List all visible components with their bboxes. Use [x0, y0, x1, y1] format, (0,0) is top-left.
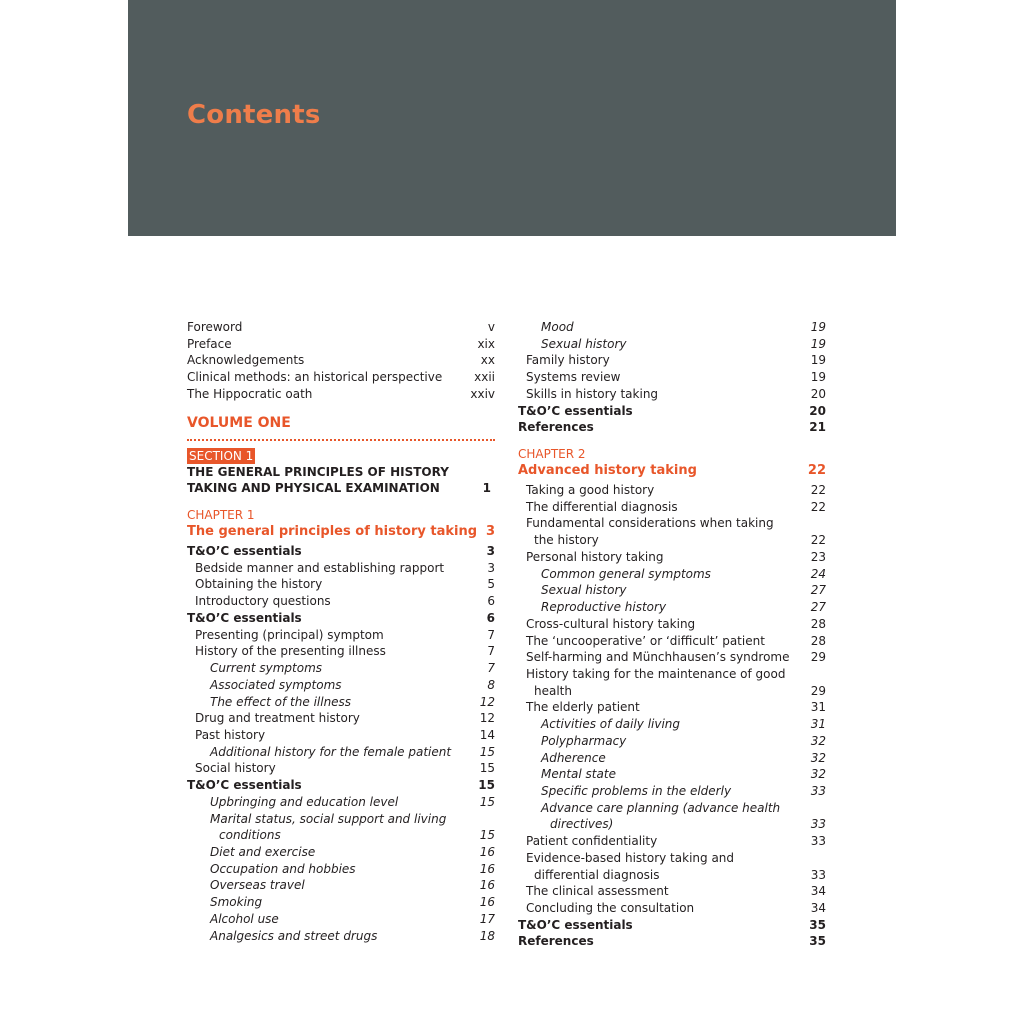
entry-title: Cross-cultural history taking: [526, 616, 696, 631]
dotted-divider: [187, 439, 495, 441]
entry-page: xxiv: [470, 386, 495, 401]
entry-page: 12: [479, 694, 495, 709]
entry-page: 19: [810, 336, 826, 351]
toc-entry[interactable]: [518, 883, 826, 900]
toc-entry[interactable]: [518, 616, 826, 633]
toc-entry[interactable]: [518, 917, 826, 934]
entry-title: Obtaining the history: [195, 577, 323, 592]
entry-title: The elderly patient: [526, 700, 640, 715]
entry-page: 7: [487, 661, 495, 676]
toc-entry[interactable]: [518, 515, 826, 532]
entry-page: 19: [810, 370, 826, 385]
entry-page: 22: [810, 499, 826, 514]
toc-entry[interactable]: [187, 710, 495, 727]
entry-page: 8: [487, 677, 495, 692]
toc-entry[interactable]: [187, 877, 495, 894]
entry-title: Diet and exercise: [210, 844, 316, 859]
entry-page: 33: [810, 817, 826, 832]
entry-title: Marital status, social support and living: [210, 811, 447, 826]
entry-page: xxii: [474, 370, 495, 385]
entry-title: Polypharmacy: [541, 733, 627, 748]
toc-entry[interactable]: [518, 386, 826, 403]
toc-entry[interactable]: [187, 777, 495, 794]
toc-entry[interactable]: [518, 549, 826, 566]
entry-title: conditions: [219, 828, 281, 843]
entry-title: Introductory questions: [195, 594, 331, 609]
toc-entry[interactable]: [518, 683, 826, 700]
entry-page: 20: [810, 386, 826, 401]
entry-page: 27: [810, 583, 826, 598]
entry-title: Skills in history taking: [526, 386, 659, 401]
toc-column-right: [518, 319, 826, 950]
entry-title: differential diagnosis: [534, 867, 660, 882]
entry-title: The differential diagnosis: [526, 499, 678, 514]
toc-entry[interactable]: [187, 677, 495, 694]
entry-title: Specific problems in the elderly: [541, 783, 732, 798]
toc-entry[interactable]: [518, 750, 826, 767]
toc-entry[interactable]: [187, 336, 495, 353]
entry-title: References: [518, 934, 594, 949]
toc-entry[interactable]: [518, 599, 826, 616]
entry-page: v: [487, 320, 495, 334]
entry-page: 27: [810, 600, 826, 615]
entry-title: Presenting (principal) symptom: [195, 627, 384, 642]
entry-page: 28: [810, 633, 826, 648]
toc-entry[interactable]: [187, 593, 495, 610]
entry-title: directives): [550, 817, 614, 832]
entry-page: 33: [810, 834, 826, 849]
toc-entry[interactable]: [518, 800, 826, 817]
entry-title: Overseas travel: [210, 878, 305, 893]
entry-title: Sexual history: [541, 583, 627, 598]
entry-page: 16: [479, 861, 495, 876]
toc-entry[interactable]: [187, 894, 495, 911]
toc-entry[interactable]: [187, 660, 495, 677]
toc-entry[interactable]: [187, 928, 495, 945]
chapter-title[interactable]: [187, 523, 495, 541]
entry-title: Smoking: [210, 895, 263, 910]
toc-entry[interactable]: [518, 482, 826, 499]
entry-page: 34: [810, 884, 826, 899]
entry-title: Family history: [526, 353, 610, 368]
toc-entry[interactable]: [187, 627, 495, 644]
section-title-line: THE GENERAL PRINCIPLES OF HISTORY: [187, 464, 449, 479]
toc-entry[interactable]: [187, 827, 495, 844]
entry-title: T&O’C essentials: [187, 610, 302, 625]
entry-title: Patient confidentiality: [526, 834, 658, 849]
entry-title: Activities of daily living: [541, 717, 681, 732]
section-title-line: TAKING AND PHYSICAL EXAMINATION: [187, 481, 440, 496]
entry-page: xx: [480, 353, 495, 368]
entry-title: Past history: [195, 727, 266, 742]
entry-page: 29: [810, 650, 826, 665]
entry-page: xix: [477, 336, 495, 351]
toc-entry[interactable]: [518, 633, 826, 650]
entry-page: 15: [479, 794, 495, 809]
entry-page: 3: [487, 560, 495, 575]
toc-entry[interactable]: [187, 576, 495, 593]
toc-entry[interactable]: [187, 911, 495, 928]
toc-entry[interactable]: [518, 319, 826, 336]
entry-page: 15: [479, 828, 495, 843]
toc-entry[interactable]: [518, 716, 826, 733]
entry-title: Concluding the consultation: [526, 901, 695, 915]
entry-page: 33: [810, 783, 826, 798]
toc-entry[interactable]: [187, 727, 495, 744]
entry-page: 17: [479, 911, 495, 926]
entry-title: T&O’C essentials: [187, 544, 302, 559]
toc-entry[interactable]: [518, 566, 826, 583]
entry-page: 32: [810, 750, 826, 765]
entry-page: 7: [487, 644, 495, 659]
page-title: Contents: [187, 100, 321, 130]
entry-page: 32: [810, 733, 826, 748]
entry-title: Personal history taking: [526, 549, 664, 564]
toc-entry[interactable]: [518, 369, 826, 386]
entry-title: Upbringing and education level: [210, 794, 399, 809]
entry-title: Adherence: [541, 750, 606, 765]
entry-title: Common general symptoms: [541, 566, 711, 581]
entry-page: 14: [479, 727, 495, 742]
toc-entry[interactable]: [187, 560, 495, 577]
toc-entry[interactable]: [518, 733, 826, 750]
section-page: 1: [482, 481, 491, 496]
toc-entry[interactable]: [187, 811, 495, 828]
entry-title: Alcohol use: [210, 911, 279, 926]
toc-entry[interactable]: [187, 694, 495, 711]
entry-page: 3: [486, 544, 495, 559]
entry-title: Associated symptoms: [210, 677, 342, 692]
entry-page: 6: [486, 610, 495, 625]
entry-page: 28: [810, 616, 826, 631]
entry-page: 15: [479, 744, 495, 759]
toc-entry[interactable]: [518, 900, 826, 917]
entry-title: T&O’C essentials: [518, 403, 633, 418]
toc-entry[interactable]: [518, 850, 826, 867]
entry-title: Mood: [541, 320, 574, 334]
entry-page: 16: [479, 878, 495, 893]
entry-page: 15: [478, 778, 495, 793]
entry-title: Occupation and hobbies: [210, 861, 356, 876]
entry-title: History taking for the maintenance of good: [526, 666, 786, 681]
entry-title: Preface: [187, 336, 232, 351]
entry-page: 21: [809, 420, 826, 435]
entry-title: History of the presenting illness: [195, 644, 386, 659]
entry-title: The clinical assessment: [526, 884, 669, 899]
entry-page: 35: [809, 934, 826, 949]
toc-entry[interactable]: [518, 336, 826, 353]
entry-title: The ‘uncooperative’ or ‘difficult’ patient: [526, 633, 765, 648]
entry-page: 32: [810, 767, 826, 782]
chapter-label: CHAPTER 2: [518, 447, 586, 462]
entry-title: Systems review: [526, 370, 621, 385]
entry-title: The Hippocratic oath: [187, 386, 313, 401]
toc-entry[interactable]: [187, 760, 495, 777]
chapter-label: CHAPTER 1: [187, 508, 255, 523]
chapter-page: 3: [485, 524, 495, 540]
entry-title: T&O’C essentials: [187, 778, 302, 793]
entry-title: Sexual history: [541, 336, 627, 351]
header-band: [128, 0, 896, 236]
entry-title: Mental state: [541, 767, 616, 782]
section-label: SECTION 1: [189, 448, 254, 463]
entry-page: 19: [810, 353, 826, 368]
toc-entry[interactable]: [518, 582, 826, 599]
entry-title: Analgesics and street drugs: [210, 928, 378, 943]
toc-entry[interactable]: [518, 403, 826, 420]
toc-entry[interactable]: [187, 744, 495, 761]
entry-title: Bedside manner and establishing rapport: [195, 560, 445, 575]
toc-entry[interactable]: [518, 666, 826, 683]
entry-page: 18: [479, 928, 495, 943]
entry-page: 22: [810, 533, 826, 548]
toc-entry[interactable]: [518, 532, 826, 549]
toc-entry[interactable]: [187, 352, 495, 369]
toc-entry[interactable]: [518, 649, 826, 666]
toc-entry[interactable]: [187, 861, 495, 878]
toc-entry[interactable]: [187, 543, 495, 560]
toc-entry[interactable]: [518, 766, 826, 783]
entry-title: Foreword: [187, 320, 243, 334]
entry-title: Clinical methods: an historical perspective: [187, 370, 443, 385]
toc-column-left: [187, 319, 495, 944]
entry-title: the history: [534, 533, 599, 548]
entry-page: 34: [810, 901, 826, 915]
entry-title: Reproductive history: [541, 600, 667, 615]
entry-page: 7: [487, 627, 495, 642]
entry-title: Social history: [195, 761, 276, 776]
entry-page: 16: [479, 844, 495, 859]
toc-entry[interactable]: [518, 499, 826, 516]
entry-title: Additional history for the female patient: [210, 744, 452, 759]
entry-page: 22: [810, 483, 826, 498]
toc-entry[interactable]: [187, 794, 495, 811]
section-title[interactable]: [187, 464, 495, 497]
entry-title: Acknowledgements: [187, 353, 305, 368]
entry-page: 35: [809, 917, 826, 932]
toc-entry[interactable]: [518, 816, 826, 833]
chapter-page: 22: [807, 463, 826, 479]
toc-entry[interactable]: [518, 783, 826, 800]
entry-title: Drug and treatment history: [195, 711, 360, 726]
entry-page: 20: [809, 403, 826, 418]
entry-page: 29: [810, 683, 826, 698]
entry-title: The effect of the illness: [210, 694, 352, 709]
toc-entry[interactable]: [518, 933, 826, 950]
entry-page: 19: [810, 320, 826, 334]
entry-page: 15: [479, 761, 495, 776]
entry-page: 23: [810, 549, 826, 564]
volume-heading: VOLUME ONE: [187, 414, 291, 431]
entry-page: 6: [487, 594, 495, 609]
entry-page: 12: [479, 711, 495, 726]
toc-entry[interactable]: [187, 610, 495, 627]
toc-entry[interactable]: [187, 319, 495, 336]
entry-page: 16: [479, 895, 495, 910]
entry-title: Fundamental considerations when taking: [526, 516, 774, 531]
entry-page: 31: [810, 700, 826, 715]
toc-entry[interactable]: [518, 699, 826, 716]
entry-title: Current symptoms: [210, 661, 323, 676]
chapter-title-text: Advanced history taking: [518, 463, 697, 479]
entry-page: 31: [810, 717, 826, 732]
chapter-title[interactable]: [518, 462, 826, 480]
entry-title: Taking a good history: [526, 483, 655, 498]
toc-entry[interactable]: [518, 867, 826, 884]
entry-title: Evidence-based history taking and: [526, 850, 735, 865]
toc-entry[interactable]: [187, 386, 495, 403]
entry-title: health: [534, 683, 572, 698]
entry-title: T&O’C essentials: [518, 917, 633, 932]
toc-entry[interactable]: [187, 643, 495, 660]
entry-title: Self-harming and Münchhausen’s syndrome: [526, 650, 790, 665]
toc-entry[interactable]: [187, 369, 495, 386]
chapter-title-text: The general principles of history taking: [187, 524, 478, 540]
entry-page: 24: [810, 566, 826, 581]
entry-title: References: [518, 420, 594, 435]
toc-entry[interactable]: [187, 844, 495, 861]
entry-title: Advance care planning (advance health: [541, 800, 781, 815]
toc-entry[interactable]: [518, 833, 826, 850]
entry-page: 33: [810, 867, 826, 882]
toc-entry[interactable]: [518, 419, 826, 436]
toc-entry[interactable]: [518, 352, 826, 369]
entry-page: 5: [487, 577, 495, 592]
